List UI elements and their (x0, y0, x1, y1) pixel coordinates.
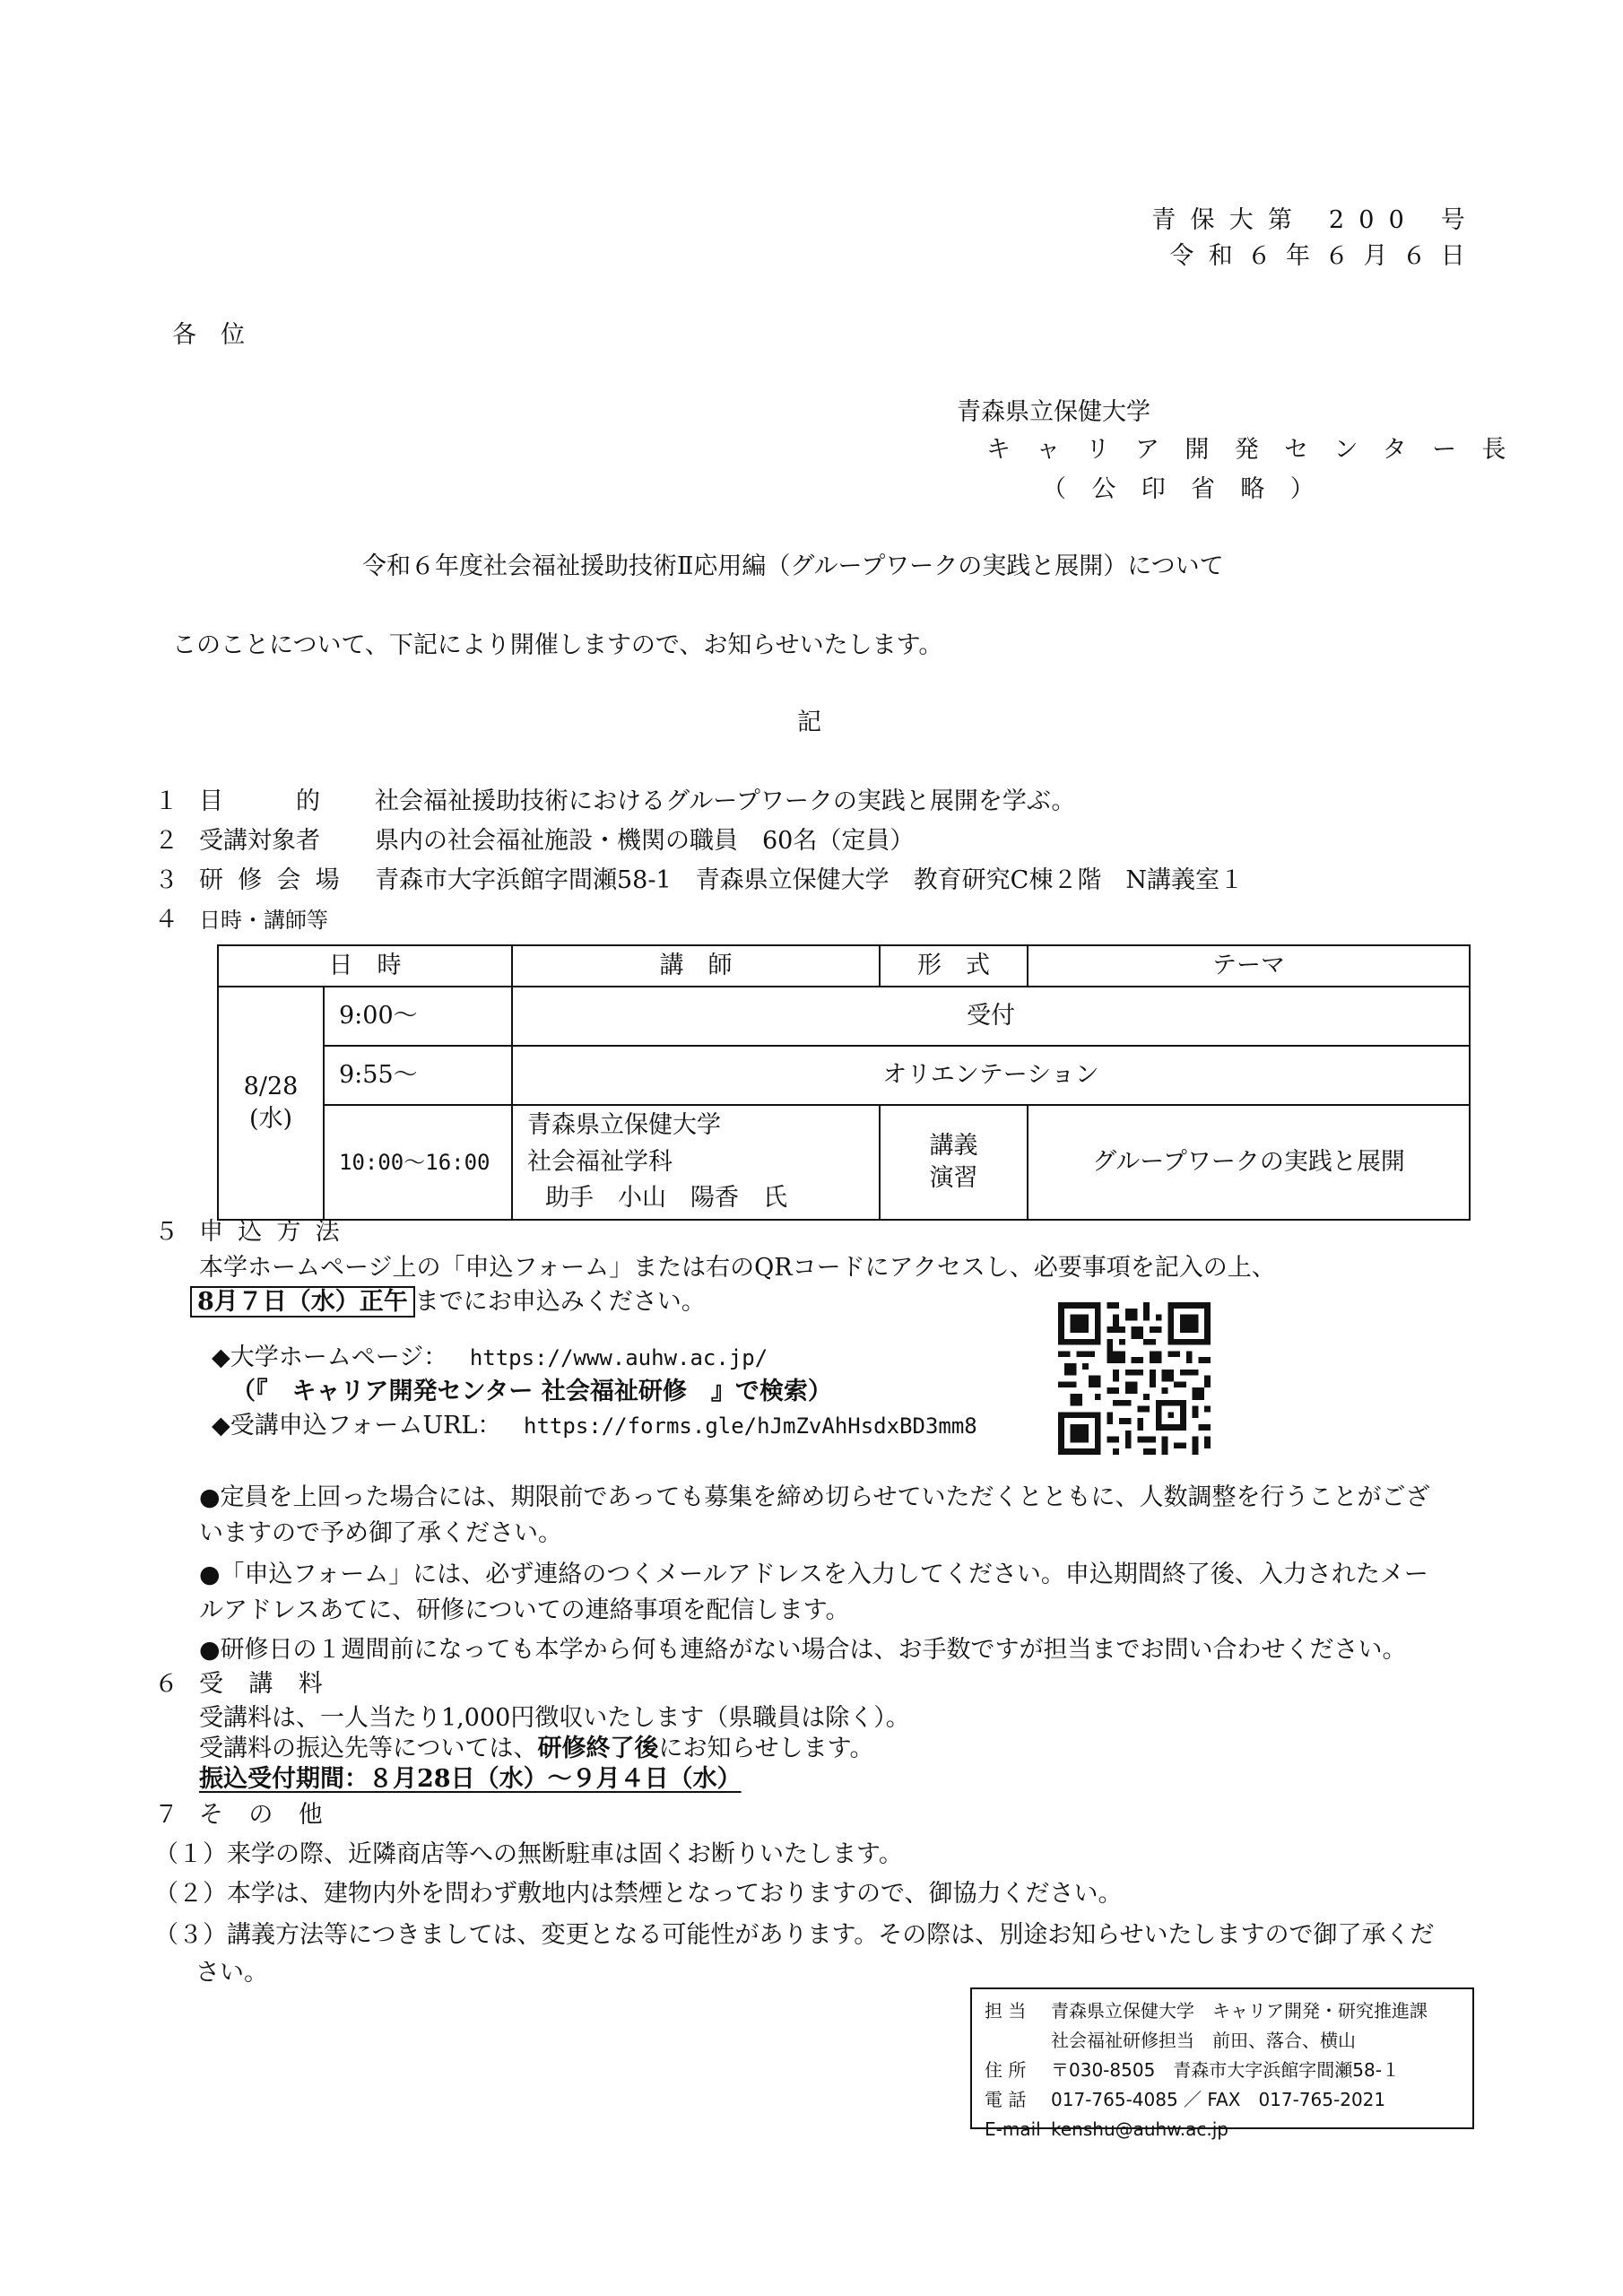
contact-value: 017-765-4085 ／ FAX 017-765-2021 (1051, 2089, 1386, 2110)
time-cell: 10:00～16:00 (324, 1105, 512, 1220)
contact-row (985, 1996, 1460, 2026)
format-cell (880, 1105, 1028, 1220)
item-number: ３ (154, 866, 178, 894)
document-date: 令和６年６月６日 (1169, 242, 1480, 270)
search-hint: （『 キャリア開発センター 社会福祉研修 』で検索） (231, 1378, 832, 1405)
item-label: 受講対象者 (199, 827, 320, 855)
contact-box (970, 1987, 1474, 2140)
header-datetime: 日 時 (218, 945, 512, 987)
fee-line2 (199, 1733, 874, 1765)
item-number: １ (154, 787, 178, 815)
content-cell: 受付 (512, 987, 1470, 1046)
contact-row (985, 2026, 1460, 2056)
other-item-1: （１）来学の際、近隣商店等への無断駐車は固くお断りいたします。 (154, 1840, 903, 1868)
sender-org: 青森県立保健大学 (957, 398, 1150, 426)
contact-label: 担 当 (985, 2000, 1027, 2022)
other-item-3b: さい。 (195, 1959, 268, 1987)
contact-label: 電 話 (985, 2089, 1027, 2110)
section-label: 申込方法 (199, 1218, 354, 1246)
hp-line (212, 1342, 768, 1374)
seal-note: （公印省略） (1042, 475, 1341, 503)
lecturer-cell (512, 1105, 880, 1220)
item-venue (154, 865, 1244, 897)
section-number: ５ (154, 1218, 178, 1246)
sender-title: キャリア開発センター長 (986, 436, 1532, 464)
header-theme: テーマ (1028, 945, 1470, 987)
hp-label: ◆大学ホームページ： (212, 1344, 448, 1371)
date-cell (218, 987, 324, 1220)
apply-line2 (190, 1286, 706, 1318)
time-cell: 9:55～ (324, 1046, 512, 1105)
content-cell: オリエンテーション (512, 1046, 1470, 1105)
note-capacity-2: いますので予め御了承ください。 (199, 1519, 562, 1547)
apply-deadline: 8月７日（水）正午 (190, 1286, 415, 1318)
section-fee-heading (154, 1668, 348, 1700)
schedule-table (217, 944, 1471, 1221)
note-email-1: ●「申込フォーム」には、必ず連絡のつくメールアドレスを入力してください。申込期間終了後、入力されたメー (199, 1561, 1428, 1588)
date: 8/28 (243, 1072, 299, 1100)
section-number: ７ (154, 1801, 178, 1829)
note-contact: ●研修日の１週間前になっても本学から何も連絡がない場合は、お手数ですが担当までお問い合わせください。 (199, 1636, 1407, 1664)
contact-value: 社会福祉研修担当 前田、落合、横山 (1051, 2030, 1356, 2051)
fee-line2-c: にお知らせします。 (658, 1735, 874, 1762)
section-label: 受講料 (199, 1670, 349, 1698)
intro-text: このことについて、下記により開催しますので、お知らせいたします。 (172, 631, 943, 659)
lecturer-org: 青森県立保健大学 (527, 1111, 721, 1140)
fee-line2-a: 受講料の振込先等については、 (199, 1735, 538, 1762)
contact-row (985, 2115, 1460, 2144)
note-capacity-1: ●定員を上回った場合には、期限前であっても募集を締め切らせていただくとともに、人数調整を行うことがござ (199, 1483, 1430, 1511)
table-row (218, 987, 1470, 1046)
hp-url[interactable]: https://www.auhw.ac.jp/ (469, 1345, 768, 1370)
contact-label: 住 所 (985, 2059, 1027, 2081)
weekday: (水) (248, 1105, 293, 1133)
document-title: 令和６年度社会福祉援助技術Ⅱ応用編（グループワークの実践と展開）について (362, 552, 1224, 580)
item-number: ２ (154, 827, 178, 855)
item-purpose (154, 786, 1075, 818)
table-row (218, 1105, 1470, 1220)
form-url[interactable]: https://forms.gle/hJmZvAhHsdxBD3mm8 (524, 1413, 977, 1439)
item-target (154, 825, 914, 857)
header-lecturer: 講 師 (512, 945, 880, 987)
item-label: 目 的 (199, 787, 320, 815)
fee-line1: 受講料は、一人当たり1,000円徴収いたします（県職員は除く）。 (199, 1704, 910, 1732)
table-header-row (218, 945, 1470, 987)
apply-line1: 本学ホームページ上の「申込フォーム」または右のQRコードにアクセスし、必要事項を記入の上、 (199, 1254, 1276, 1282)
format-exercise: 演習 (929, 1164, 978, 1192)
table-row (218, 1046, 1470, 1105)
fee-line2-b: 研修終了後 (537, 1735, 659, 1762)
addressee: 各 位 (172, 321, 245, 349)
item-number: ４ (154, 906, 178, 934)
document-number: 青保大第 200 号 (1151, 206, 1480, 234)
contact-row (985, 2056, 1460, 2085)
note-email-2: ルアドレスあてに、研修についての連絡事項を配信します。 (199, 1596, 850, 1624)
section-other-heading (154, 1799, 348, 1831)
section-number: ６ (154, 1670, 178, 1698)
qr-code-image[interactable] (1058, 1302, 1211, 1455)
other-item-3a: （３）講義方法等につきましては、変更となる可能性があります。その際は、別途お知らせいたしますので御了承くだ (154, 1921, 1435, 1949)
header-format: 形 式 (880, 945, 1028, 987)
form-line (212, 1410, 977, 1442)
section-apply-heading (154, 1216, 354, 1248)
theme-cell: グループワークの実践と展開 (1028, 1105, 1470, 1220)
contact-email[interactable]: kenshu@auhw.ac.jp (1051, 2118, 1228, 2140)
fee-period: 振込受付期間：８月28日（水）～９月４日（水） (199, 1765, 742, 1793)
item-label: 日時・講師等 (199, 908, 328, 933)
other-item-2: （２）本学は、建物内外を問わず敷地内は禁煙となっておりますので、御協力ください。 (154, 1880, 1123, 1908)
time-cell: 9:00～ (324, 987, 512, 1046)
contact-value: 青森県立保健大学 キャリア開発・研究推進課 (1051, 2000, 1428, 2022)
form-label: ◆受講申込フォームURL： (212, 1412, 502, 1439)
item-label: 研修会場 (199, 866, 354, 894)
item-text: 県内の社会福祉施設・機関の職員 60名（定員） (375, 827, 915, 855)
ki-mark: 記 (797, 709, 821, 736)
lecturer-dept: 社会福祉学科 (527, 1147, 673, 1176)
section-label: その他 (199, 1801, 349, 1829)
format-lecture: 講義 (929, 1131, 978, 1160)
item-schedule (154, 904, 328, 936)
contact-value: 〒030-8505 青森市大字浜館字間瀬58-１ (1051, 2059, 1400, 2081)
apply-line2-rest: までにお申込みください。 (414, 1288, 706, 1316)
lecturer-name: 助手 小山 陽香 氏 (545, 1184, 787, 1213)
item-text: 社会福祉援助技術におけるグループワークの実践と展開を学ぶ。 (375, 787, 1076, 815)
contact-row (985, 2085, 1460, 2115)
item-text: 青森市大字浜館字間瀬58-1 青森県立保健大学 教育研究C棟２階 N講義室１ (375, 866, 1244, 894)
contact-label: E-mail (985, 2118, 1041, 2140)
